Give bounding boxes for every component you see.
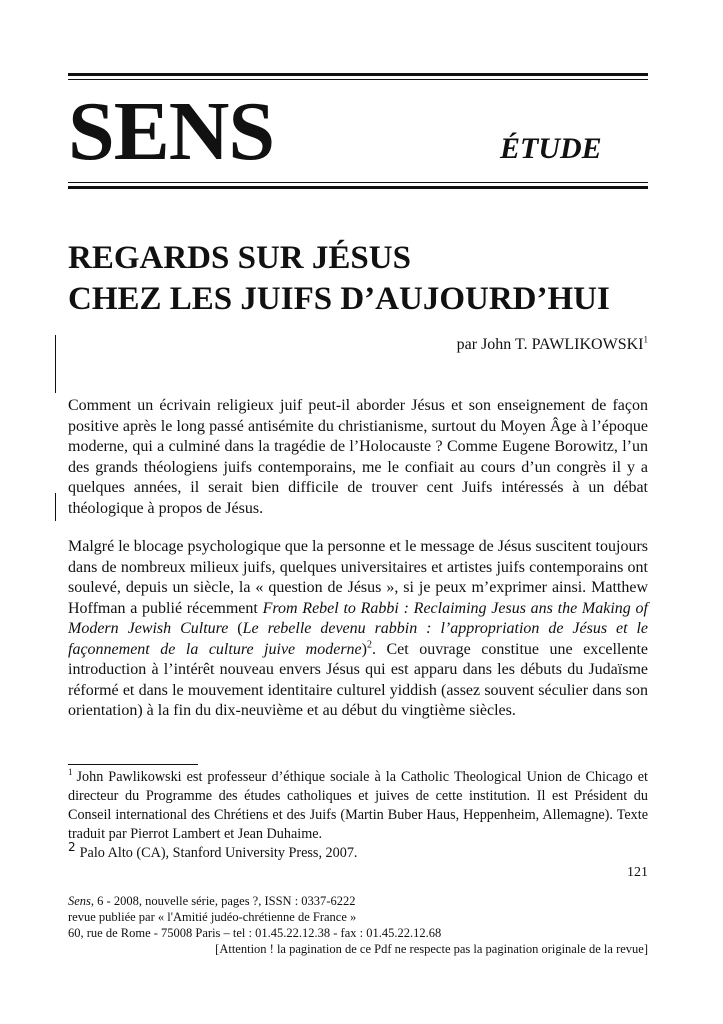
footer-line-2: revue publiée par « l'Amitié judéo-chrétienne de France » <box>68 910 357 924</box>
body-paragraph-1: Comment un écrivain religieux juif peut-il aborder Jésus et son enseignement de façon positive après le long passé antisémite du christianisme, surtout du Moyen Âge à l’époque moderne, qui a culminé dans la tragédie de l’Holocauste ? Comme Eugene Borowitz, l’un des grands théologiens juifs contemporains, me le confiait au cours d’un congrès il y a quelques années, il serait bien difficile de trouver cent Juifs intéressés à un débat théologique à propos de Jésus. <box>68 397 648 517</box>
header-rule-bottom-thick <box>68 186 648 189</box>
footnote-separator <box>68 764 198 765</box>
section-label: ÉTUDE <box>500 132 602 165</box>
footnote-1 <box>68 768 648 844</box>
footnote-text-2: Palo Alto (CA), Stanford University Press, 2007. <box>79 845 358 861</box>
paren-close: ) <box>361 640 367 658</box>
article-title-line-1: REGARDS SUR JÉSUS <box>68 240 411 276</box>
footnote-text-1: John Pawlikowski est professeur d’éthique sociale à la Catholic Theological Union de Chicago et directeur du Programme des études catholiques et juives de cette institution. Il est Président du Conseil international des Chrétiens et des Juifs (Martin Buber Haus, Heppenheim, Allemagne). Texte traduit par Pierrot Lambert et Jean Duhaime. <box>68 769 648 842</box>
book-title-translation: Le rebelle devenu rabbin : l’appropriation de Jésus et le façonnement de la culture juive moderne <box>68 620 649 658</box>
footer-line-1 <box>68 893 648 909</box>
footnote-marker-2: 2 <box>68 840 76 855</box>
author-name: par John T. PAWLIKOWSKI <box>456 336 644 353</box>
margin-change-bar <box>55 335 56 393</box>
footnote-marker-1: 1 <box>68 767 73 778</box>
footnote-ref-1[interactable]: 1 <box>643 334 648 345</box>
footer-line-3: 60, rue de Rome - 75008 Paris – tel : 01.45.22.12.38 - fax : 01.45.22.12.68 <box>68 926 442 940</box>
footer-pagination-notice: [Attention ! la pagination de ce Pdf ne respecte pas la pagination originale de la revue] <box>215 942 648 956</box>
header-rule-bottom-thin <box>68 182 648 183</box>
paragraph-2-text-after: . Cet ouvrage constitue une excellente introduction à l’intérêt nouveau envers Jésus qui est apparu dans les débuts du Judaïsme réformé et dans le mouvement identitaire culturel yiddish (assez souvent séculier dans son orientation) à la fin du dix-neuvième et au début du vingtième siècles. <box>68 640 648 719</box>
footer-issue-info: , 6 - 2008, nouvelle série, pages ?, ISSN : 0337-6222 <box>90 894 356 908</box>
paragraph-2-text-before: Malgré le blocage psychologique que la personne et le message de Jésus suscitent toujours dans de nombreux milieux juifs, quelques universitaires et artistes juifs contemporains ont soulevé, depuis un siècle, la « question de Jésus », si je peux m’exprimer ainsi. Matthew Hoffman a publié récemment <box>68 538 648 617</box>
journal-name: SENS <box>68 85 275 178</box>
page-footer <box>68 893 648 957</box>
footnotes <box>68 768 648 863</box>
paren-open: ( <box>228 620 243 637</box>
margin-change-bar <box>55 493 56 521</box>
body-paragraph-2 <box>68 537 648 722</box>
page-number: 121 <box>627 865 648 880</box>
article-title-line-2: CHEZ LES JUIFS D’AUJOURD’HUI <box>68 281 610 317</box>
footnote-ref-2[interactable]: 2 <box>366 639 372 651</box>
book-title: From Rebel to Rabbi : Reclaiming Jesus ans the Making of Modern Jewish Culture <box>68 599 648 637</box>
author-byline <box>457 335 648 355</box>
header-rule-top-thin <box>68 79 648 80</box>
article-title <box>68 238 610 320</box>
header-rule-top-thick <box>68 73 648 76</box>
footnote-2 <box>68 840 648 863</box>
footer-journal-name: Sens <box>68 894 91 908</box>
